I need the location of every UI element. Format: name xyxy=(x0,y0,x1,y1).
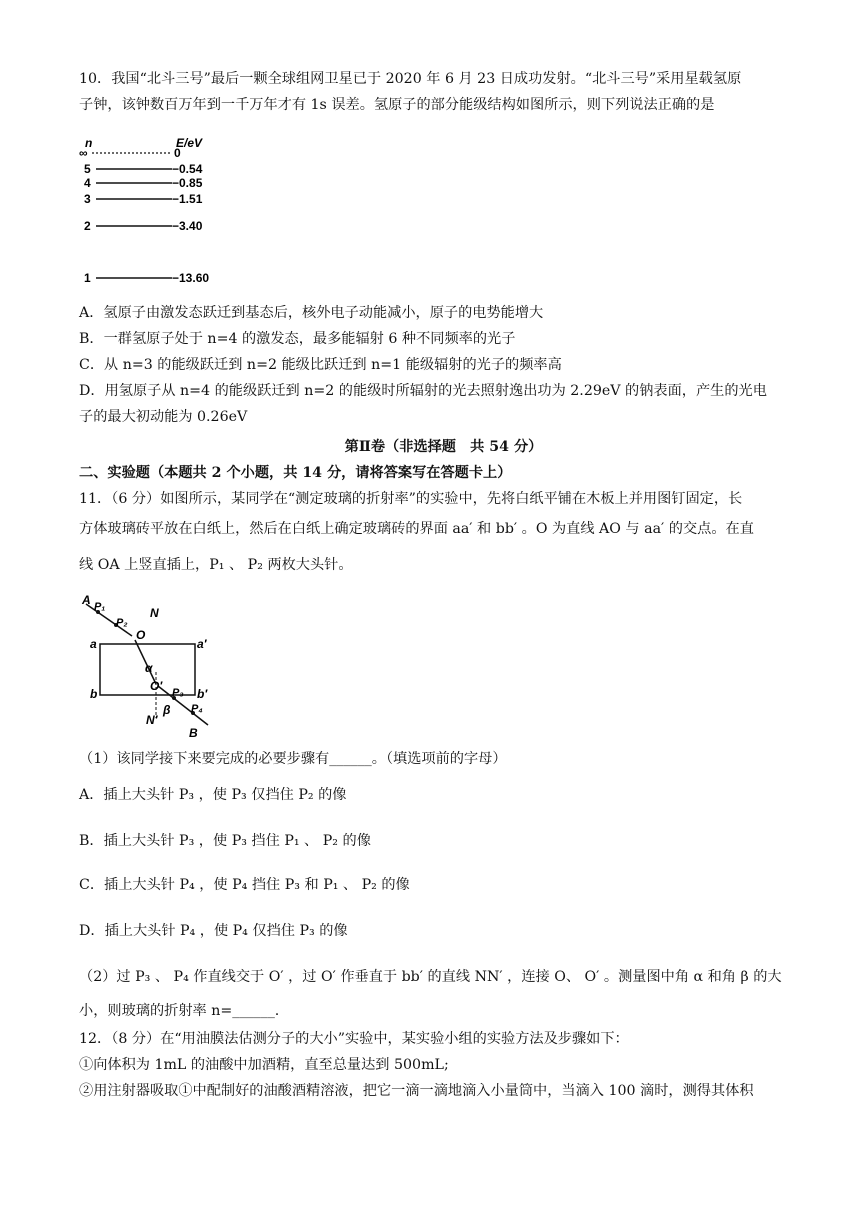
q11-stem-line2: 方体玻璃砖平放在白纸上，然后在白纸上确定玻璃砖的界面 aa′ 和 bb′ 。O 为直线 AO 与 aa′ 的交点。在直 xyxy=(79,521,754,537)
level-3-n: 3 xyxy=(84,192,91,206)
energy-axis-label: E/eV xyxy=(176,136,203,150)
label-a-point: A xyxy=(82,593,91,607)
q12-stem: 12．（8 分）在“用油膜法估测分子的大小”实验中，某实验小组的实验方法及步骤如下： xyxy=(79,1031,629,1047)
label-a-prime: a′ xyxy=(197,637,207,651)
section-subtitle: 二、实验题（本题共 2 个小题，共 14 分，请将答案写在答题卡上） xyxy=(79,465,512,481)
q10-option-a: A．氢原子由激发态跃迁到基态后，核外电子动能减小，原子的电势能增大 xyxy=(79,305,544,321)
label-p2: P₂ xyxy=(116,617,128,629)
q11-option-d: D．插上大头针 P₄ ，使 P₄ 仅挡住 P₃ 的像 xyxy=(79,923,348,939)
q11-option-a: A．插上大头针 P₃ ，使 P₃ 仅挡住 P₂ 的像 xyxy=(79,787,347,803)
level-5-e: −0.54 xyxy=(172,162,203,176)
q11-stem-line3: 线 OA 上竖直插上，P₁ 、 P₂ 两枚大头针。 xyxy=(79,557,353,573)
label-o-prime: O′ xyxy=(150,679,163,693)
q10-stem-line2: 子钟，该钟数百万年到一千万年才有 1s 误差。氢原子的部分能级结构如图所示，则下列说法正确的是 xyxy=(79,97,715,113)
level-5-n: 5 xyxy=(84,162,91,176)
q11-option-c: C．插上大头针 P₄ ，使 P₄ 挡住 P₃ 和 P₁ 、 P₂ 的像 xyxy=(79,877,410,893)
level-2-e: −3.40 xyxy=(172,219,203,233)
level-3-e: −1.51 xyxy=(172,192,203,206)
q10-stem-line1: 10．我国“北斗三号”最后一颗全球组网卫星已于 2020 年 6 月 23 日成功发射。“北斗三号”采用星载氢原 xyxy=(79,71,742,87)
level-2-n: 2 xyxy=(84,219,91,233)
label-n-prime: N′ xyxy=(146,713,158,727)
q11-subquestion-2-line2: 小，则玻璃的折射率 n=______. xyxy=(79,1003,280,1019)
label-p4: P₄ xyxy=(191,703,203,715)
label-alpha: α xyxy=(145,661,153,675)
refraction-diagram xyxy=(78,590,218,740)
label-b-point: B xyxy=(189,726,198,740)
q12-step2: ②用注射器吸取①中配制好的油酸酒精溶液，把它一滴一滴地滴入小量筒中，当滴入 100 滴时，测得其体积 xyxy=(79,1083,754,1099)
q10-option-b: B．一群氢原子处于 n=4 的激发态，最多能辐射 6 种不同频率的光子 xyxy=(79,331,516,347)
label-o: O xyxy=(136,628,146,642)
label-b-prime: b′ xyxy=(197,687,208,701)
q11-subquestion-2-line1: （2）过 P₃ 、 P₄ 作直线交于 O′ ，过 O′ 作垂直于 bb′ 的直线 NN′ ，连接 O、 O′ 。测量图中角 α 和角 β 的大 xyxy=(79,969,782,985)
label-a: a xyxy=(90,637,97,651)
q10-option-d-line2: 子的最大初动能为 0.26eV xyxy=(79,409,248,425)
q11-stem-line1: 11．（6 分）如图所示，某同学在“测定玻璃的折射率”的实验中，先将白纸平铺在木板上并用图钉固定，长 xyxy=(79,491,743,507)
level-4-e: −0.85 xyxy=(172,176,203,190)
level-4-n: 4 xyxy=(84,176,91,190)
level-1-e: −13.60 xyxy=(172,271,210,285)
n-axis-label: n xyxy=(85,136,93,150)
energy-level-diagram xyxy=(76,130,236,290)
level-1-n: 1 xyxy=(84,271,91,285)
level-inf-e: 0 xyxy=(174,146,181,160)
q10-option-d-line1: D．用氢原子从 n=4 的能级跃迁到 n=2 的能级时所辐射的光去照射逸出功为 2.29eV 的钠表面，产生的光电 xyxy=(79,383,767,399)
q10-option-c: C．从 n=3 的能级跃迁到 n=2 能级比跃迁到 n=1 能级辐射的光子的频率高 xyxy=(79,357,562,373)
label-p3: P₃ xyxy=(172,687,184,699)
label-n: N xyxy=(150,606,159,620)
label-beta: β xyxy=(163,703,171,717)
q12-step1: ①向体积为 1mL 的油酸中加酒精，直至总量达到 500mL; xyxy=(79,1057,449,1073)
label-p1: P₁ xyxy=(94,601,106,613)
q11-option-b: B．插上大头针 P₃ ，使 P₃ 挡住 P₁ 、 P₂ 的像 xyxy=(79,833,371,849)
q11-subquestion-1: （1）该同学接下来要完成的必要步骤有______。（填选项前的字母） xyxy=(79,751,507,767)
level-inf-n: ∞ xyxy=(79,146,88,160)
label-b: b xyxy=(90,687,98,701)
section-title: 第Ⅱ卷（非选择题 共 54 分） xyxy=(344,439,543,455)
